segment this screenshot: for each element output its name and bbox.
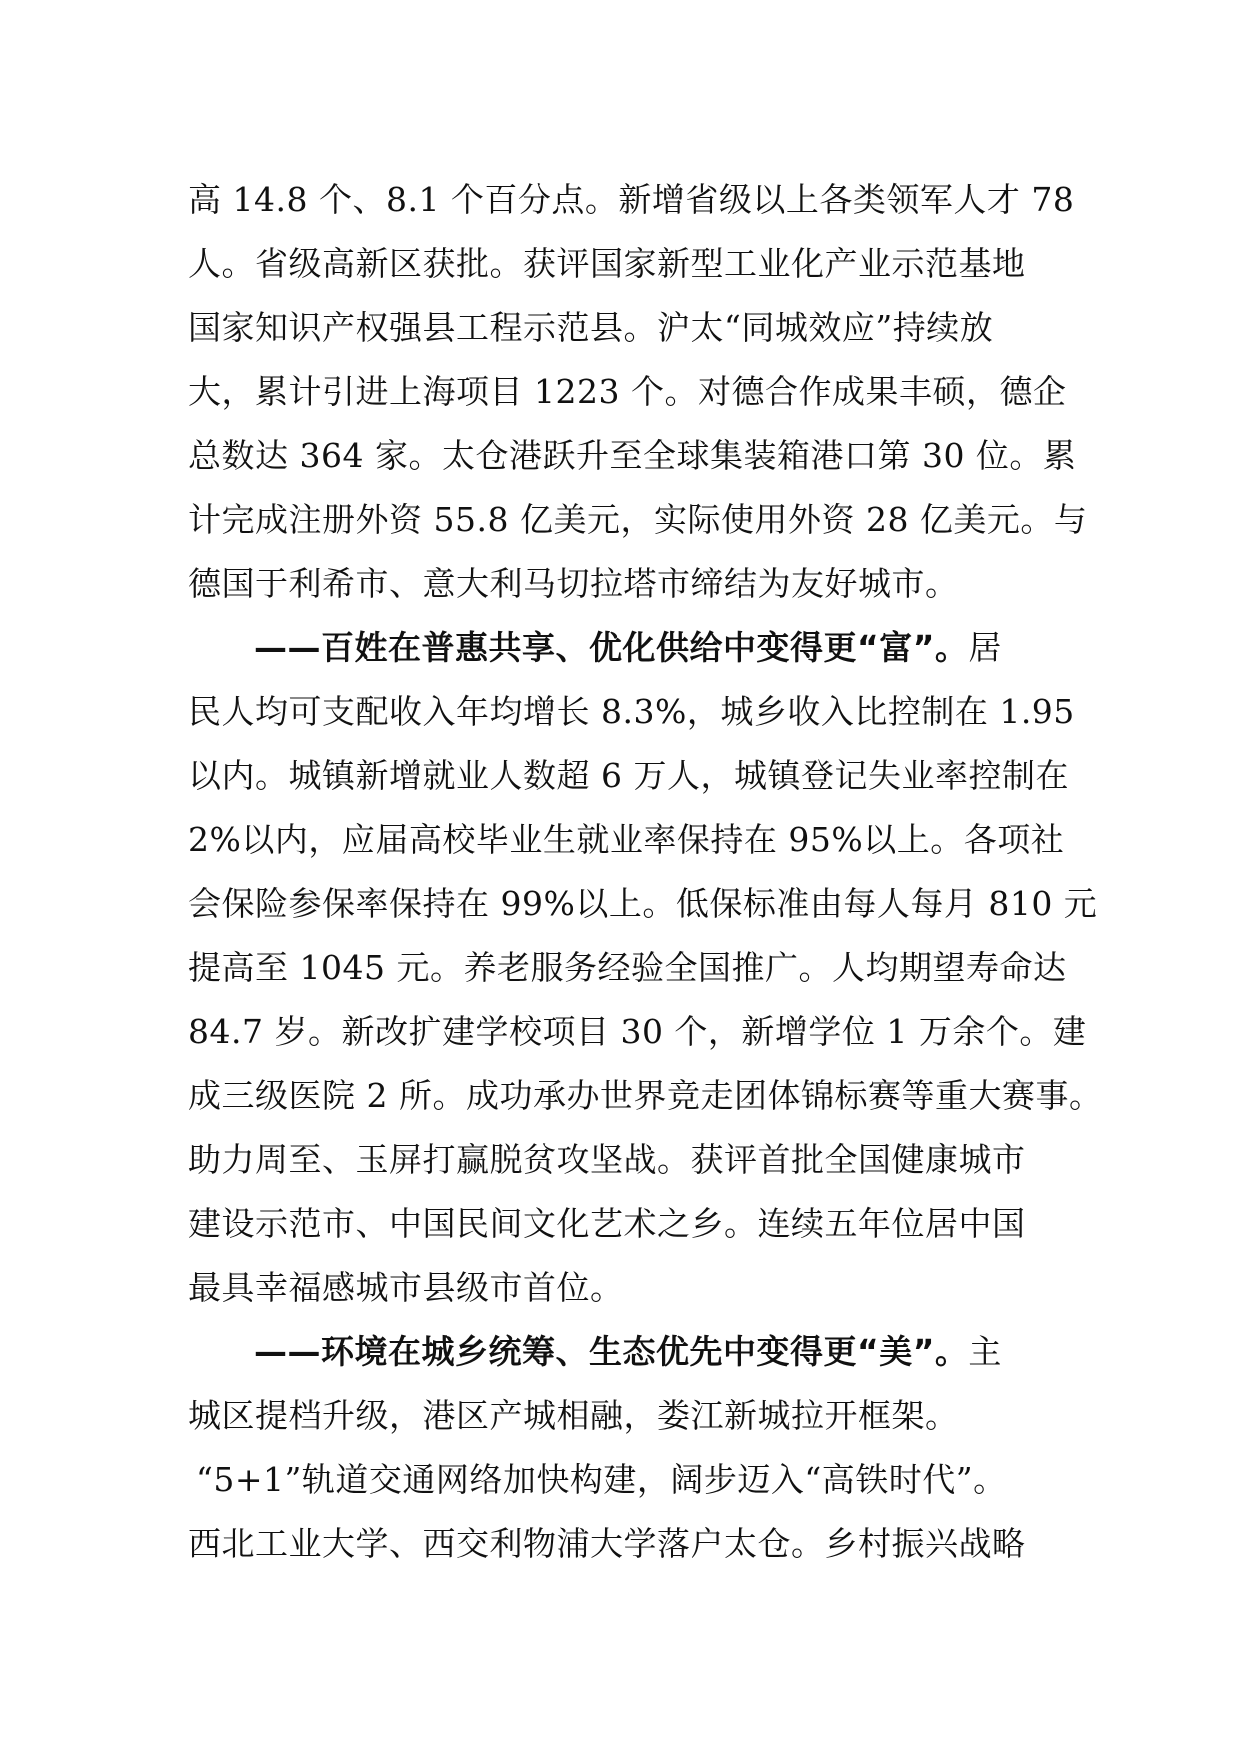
paragraph-3-line: “5+1”轨道交通网络加快构建，阔步迈入“高铁时代”。	[196, 1460, 1007, 1499]
paragraph-3-heading: ——环境在城乡统筹、生态优先中变得更“美”。	[254, 1332, 969, 1371]
paragraph-2-line: 2%以内，应届高校毕业生就业率保持在 95%以上。各项社	[188, 820, 1065, 859]
paragraph-1-line: 高 14.8 个、8.1 个百分点。新增省级以上各类领军人才 78	[188, 180, 1075, 219]
paragraph-1-line: 国家知识产权强县工程示范县。沪太“同城效应”持续放	[188, 308, 994, 347]
paragraph-1-line: 计完成注册外资 55.8 亿美元，实际使用外资 28 亿美元。与	[188, 500, 1088, 539]
paragraph-1-line: 人。省级高新区获批。获评国家新型工业化产业示范基地	[188, 244, 1026, 283]
body-text	[188, 168, 1103, 1576]
paragraph-1-line: 总数达 364 家。太仓港跃升至全球集装箱港口第 30 位。累	[188, 436, 1077, 475]
paragraph-2-line: 84.7 岁。新改扩建学校项目 30 个，新增学位 1 万余个。建	[188, 1012, 1087, 1051]
paragraph-3-first-line-rest: 主	[968, 1332, 1002, 1371]
paragraph-2-line: 建设示范市、中国民间文化艺术之乡。连续五年位居中国	[188, 1204, 1026, 1243]
paragraph-2-line: 最具幸福感城市县级市首位。	[188, 1268, 624, 1307]
paragraph-1-line: 大，累计引进上海项目 1223 个。对德合作成果丰硕，德企	[188, 372, 1067, 411]
paragraph-2-line: 以内。城镇新增就业人数超 6 万人，城镇登记失业率控制在	[188, 756, 1069, 795]
paragraph-1-line: 德国于利希市、意大利马切拉塔市缔结为友好城市。	[188, 564, 959, 603]
paragraph-3-line: 城区提档升级，港区产城相融，娄江新城拉开框架。	[188, 1396, 959, 1435]
paragraph-3-line: 西北工业大学、西交利物浦大学落户太仓。乡村振兴战略	[188, 1524, 1026, 1563]
paragraph-3-first-line	[188, 1320, 1068, 1384]
paragraph-2-heading: ——百姓在普惠共享、优化供给中变得更“富”。	[254, 628, 969, 667]
paragraph-2-first-line-rest: 居	[968, 628, 1002, 667]
paragraph-2-first-line	[188, 616, 1068, 680]
paragraph-2-line: 提高至 1045 元。养老服务经验全国推广。人均期望寿命达	[188, 948, 1067, 987]
paragraph-2-line: 成三级医院 2 所。成功承办世界竞走团体锦标赛等重大赛事。	[188, 1076, 1103, 1115]
paragraph-2-line: 民人均可支配收入年均增长 8.3%，城乡收入比控制在 1.95	[188, 692, 1075, 731]
paragraph-2-line: 助力周至、玉屏打赢脱贫攻坚战。获评首批全国健康城市	[188, 1140, 1026, 1179]
paragraph-2-line: 会保险参保率保持在 99%以上。低保标准由每人每月 810 元	[188, 884, 1098, 923]
